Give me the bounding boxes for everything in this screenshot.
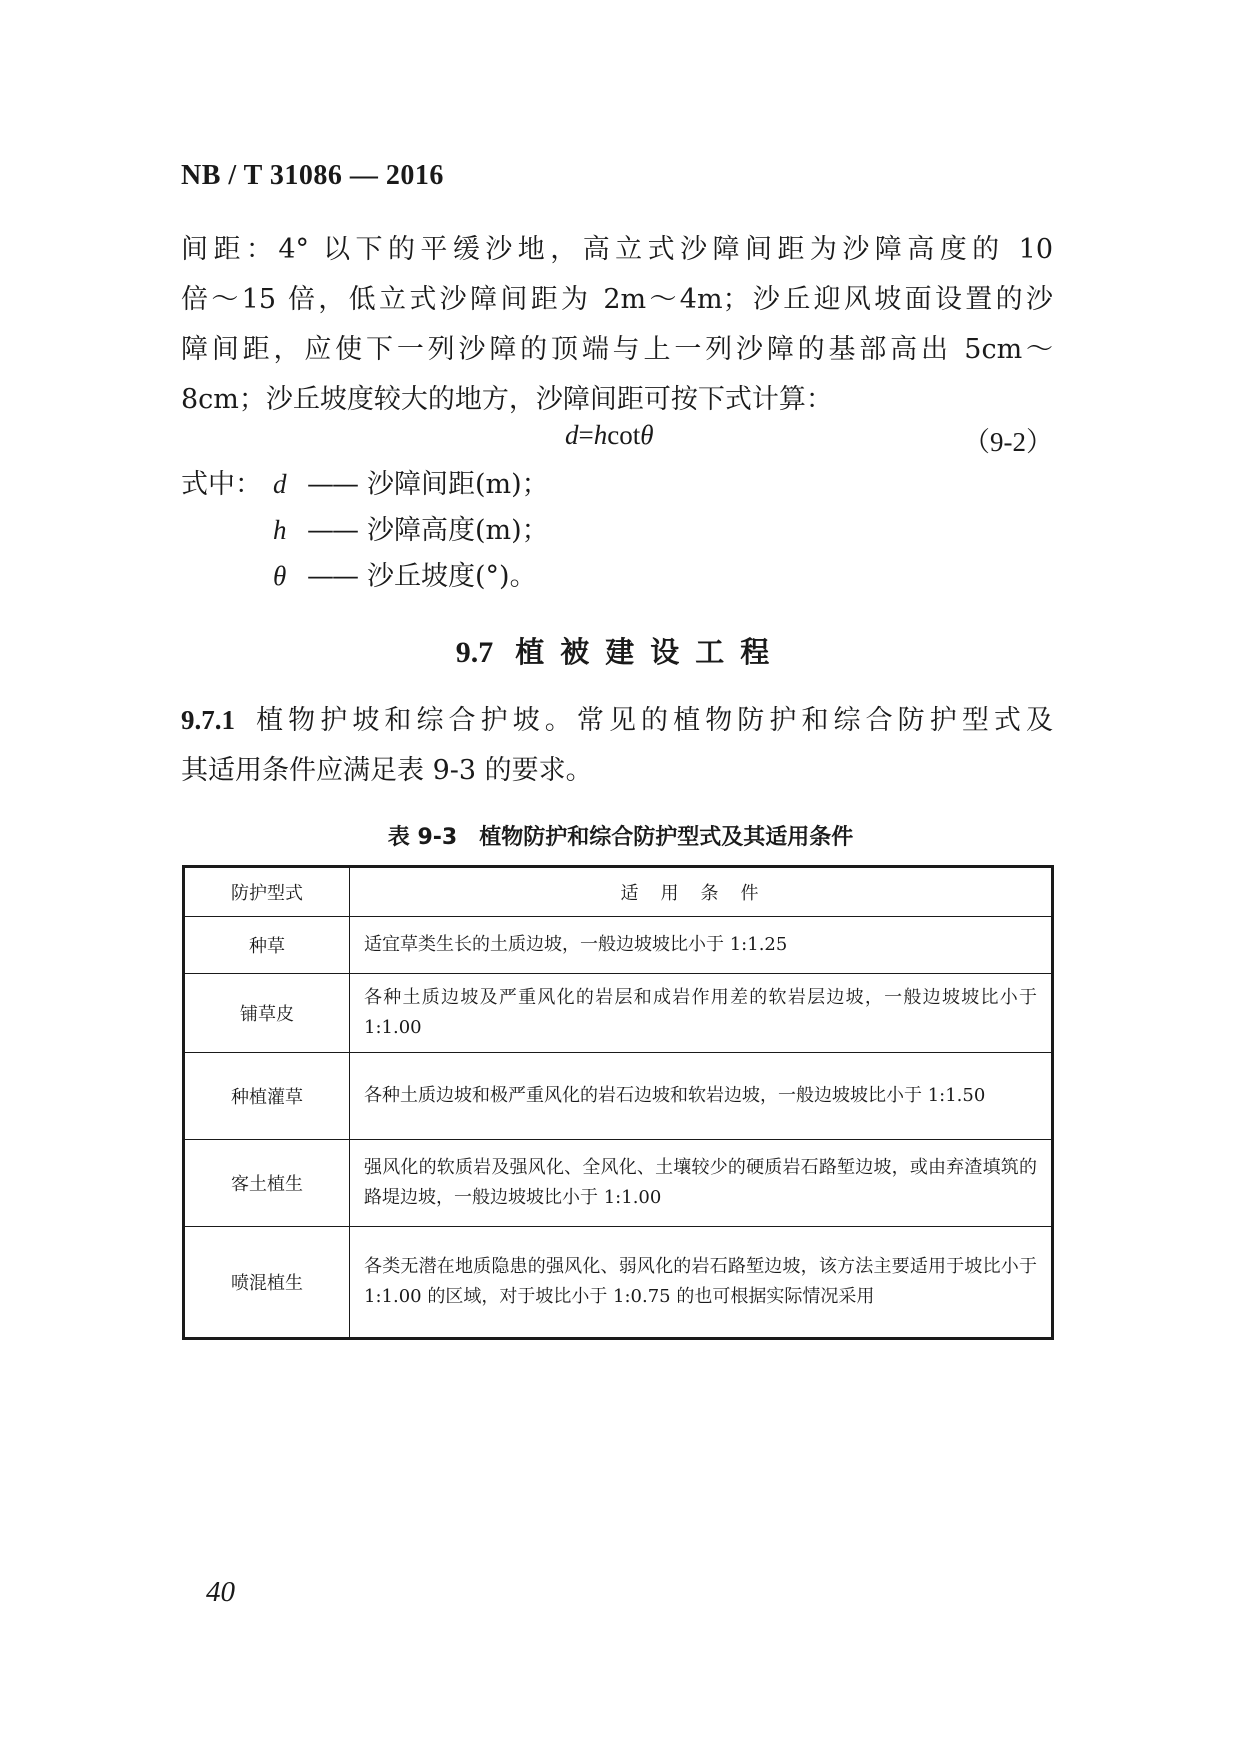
section-number: 9.7 [455, 636, 494, 669]
condition-cell: 各种土质边坡和极严重风化的岩石边坡和软岩边坡，一般边坡坡比小于 1:1.50 [350, 1053, 1053, 1140]
formula-number: （9-2） [963, 427, 1053, 457]
page-number: 40 [206, 1576, 235, 1608]
table-number: 表 9-3 [387, 825, 458, 850]
where-lead: 式中： [181, 469, 262, 500]
variable-symbol: d [273, 469, 287, 499]
condition-cell: 适宜草类生长的土质边坡，一般边坡坡比小于 1:1.25 [350, 917, 1053, 974]
formula-expression: d=hcotθ [565, 420, 654, 450]
paragraph-line: 倍～15 倍，低立式沙障间距为 2m～4m；沙丘迎风坡面设置的沙 [181, 284, 1053, 315]
paragraph-line: 间距：4° 以下的平缓沙地，高立式沙障间距为沙障高度的 10 [181, 234, 1053, 265]
clause-paragraph [181, 695, 1053, 796]
table-caption [0, 820, 1241, 851]
variable-definition: 沙丘坡度(°)。 [367, 561, 537, 592]
definition-dash: —— [307, 561, 357, 592]
paragraph-line: 其适用条件应满足表 9-3 的要求。 [181, 755, 593, 786]
condition-cell: 各类无潜在地质隐患的强风化、弱风化的岩石路堑边坡，该方法主要适用于坡比小于 1:1.00 的区域，对于坡比小于 1:0.75 的也可根据实际情况采用 [350, 1227, 1053, 1339]
variable-symbol: θ [273, 561, 287, 591]
definition-dash: —— [307, 469, 357, 500]
protection-type-cell: 客土植生 [184, 1140, 350, 1227]
variable-row [181, 462, 549, 508]
protection-type-cell: 喷混植生 [184, 1227, 350, 1339]
table-header-row [184, 867, 1053, 917]
clause-number: 9.7.1 [181, 705, 235, 735]
section-heading [0, 630, 1241, 671]
variable-symbol: h [273, 515, 287, 545]
paragraph-line: 8cm；沙丘坡度较大的地方，沙障间距可按下式计算： [181, 384, 833, 415]
column-header-condition: 适用条件 [350, 867, 1053, 917]
spacing-paragraph [181, 225, 1053, 425]
paragraph-line: 障间距，应使下一列沙障的顶端与上一列沙障的基部高出 5cm～ [181, 334, 1053, 365]
column-header-type: 防护型式 [184, 867, 350, 917]
variable-definition: 沙障间距(m)； [367, 469, 549, 500]
standard-code-header: NB / T 31086 — 2016 [181, 160, 444, 191]
formula-9-2 [181, 420, 1053, 460]
section-title: 植被建设工程 [515, 635, 786, 669]
table-row [184, 917, 1053, 974]
table-row [184, 1053, 1053, 1140]
protection-type-cell: 铺草皮 [184, 974, 350, 1053]
paragraph-line [181, 695, 1053, 746]
table-title: 植物防护和综合防护型式及其适用条件 [479, 825, 854, 850]
table-row [184, 974, 1053, 1053]
variable-row [181, 554, 549, 600]
definition-dash: —— [307, 515, 357, 546]
clause-text: 植物护坡和综合护坡。常见的植物防护和综合防护型式及 [251, 705, 1053, 736]
protection-type-cell: 种植灌草 [184, 1053, 350, 1140]
variable-definition: 沙障高度(m)； [367, 515, 549, 546]
condition-cell: 强风化的软质岩及强风化、全风化、土壤较少的硬质岩石路堑边坡，或由弃渣填筑的路堤边坡，一般边坡坡比小于 1:1.00 [350, 1140, 1053, 1227]
table-row [184, 1227, 1053, 1339]
table-row [184, 1140, 1053, 1227]
variable-definitions [181, 462, 549, 600]
condition-cell: 各种土质边坡及严重风化的岩层和成岩作用差的软岩层边坡，一般边坡坡比小于 1:1.00 [350, 974, 1053, 1053]
protection-types-table [182, 865, 1054, 1340]
protection-type-cell: 种草 [184, 917, 350, 974]
variable-row [181, 508, 549, 554]
